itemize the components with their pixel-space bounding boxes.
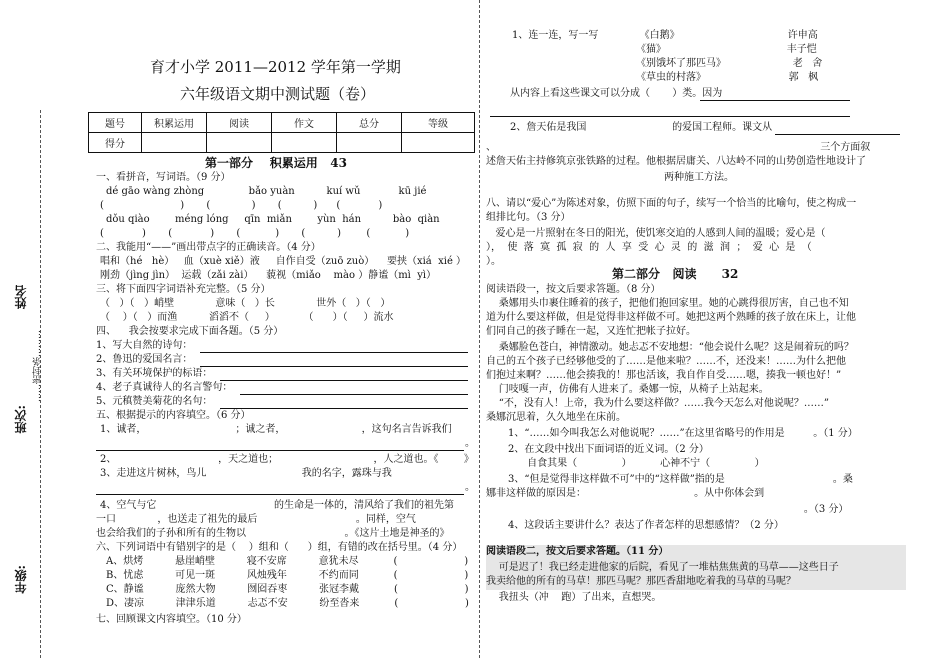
score-blank[interactable]: [142, 133, 207, 153]
class-label: 班次:: [14, 405, 28, 434]
answer-line[interactable]: [490, 116, 850, 117]
score-table: [88, 112, 475, 153]
question-text: 。（3 分）: [486, 504, 849, 515]
answer-line[interactable]: [700, 100, 850, 101]
question-text: 一、看拼音，写词语。（9 分）: [96, 172, 231, 183]
passage-text: 桑娜沉思着，久久地坐在床前。: [486, 412, 626, 423]
part2-heading: 第二部分 阅读 32: [612, 267, 739, 281]
score-header-row: [89, 113, 475, 133]
score-cell: 阅读: [207, 113, 272, 133]
question-text: 组排比句。（3 分）: [486, 212, 571, 223]
question-text: 阅读语段二，按文后要求答题。（11 分）: [486, 546, 669, 557]
question-text: 3、走进这片树林，鸟儿 我的名字，露珠与我: [100, 468, 392, 479]
answer-line[interactable]: [775, 134, 900, 135]
question-text: 2、鲁迅的爱国名言：: [96, 354, 193, 365]
passage-text: 们抱过来啊？……他会揍我的！那也活该，我自作自受……嗯，揍我一顿也好！”: [486, 370, 842, 381]
score-blank[interactable]: [272, 133, 337, 153]
question-text: 。: [465, 438, 475, 449]
question-text: 二、我能用“——”画出带点字的正确读音。（4 分）: [96, 242, 321, 253]
passage-text: 桑娜用头巾裹住睡着的孩子，把他们抱回家里。她的心跳得很厉害，自己也不知: [486, 298, 849, 309]
exam-subtitle: 六年级语文期中测试题（卷）: [180, 85, 376, 103]
question-text: 八、请以“爱心”为陈述对象，仿照下面的句子，续写一个恰当的比喻句，使之构成一: [486, 198, 857, 209]
pinyin-line: dé gāo wàng zhòng bǎo yuàn kuí wǔ kū jié: [106, 186, 427, 197]
question-text: 自食其果（ ） 心神不宁（ ）: [508, 458, 765, 469]
answer-line[interactable]: [240, 394, 468, 395]
question-text: 阅读语段一，按文后要求答题。（8 分）: [486, 284, 661, 295]
question-text: 娜非这样做的原因是： 。从中你体会到: [486, 488, 765, 499]
question-text: 1、“……如今叫我怎么对他说呢？……”在这里省略号的作用是 。（1 分）: [508, 428, 858, 439]
question-text: 2、詹天佑是我国 的爱国工程师。课文从: [510, 122, 773, 133]
question-text: 也会给我们的子孙和所有的生物以 。《这片土地是神圣的》: [96, 528, 450, 539]
answer-line[interactable]: [96, 450, 464, 451]
question-text: 4、空气与它 的生命是一体的，清风给了我们的祖先第: [100, 500, 454, 511]
question-text: 爱心是一片照射在冬日的阳光，使饥寒交迫的人感到人间的温暖；爱心是（: [486, 228, 826, 239]
score-cell: 作文: [272, 113, 337, 133]
question-text: 1、连一连，写一写 《白鹅》 许申高: [512, 30, 818, 41]
question-text: 3、有关环境保护的标语：: [96, 368, 213, 379]
score-blank[interactable]: [207, 133, 272, 153]
question-text: 4、老子真诚待人的名言警句：: [96, 382, 233, 393]
score-cell: 总分: [337, 113, 402, 133]
score-cell: 题号: [89, 113, 142, 133]
name-label: 姓名: [14, 285, 28, 309]
passage-text: “不，没有人！上帝，我为什么要这样做？……我今天怎么对他说呢？……”: [486, 398, 829, 409]
question-text: 从内容上看这些课文可以分成（ ）类。因为: [510, 88, 723, 99]
answer-line[interactable]: [220, 380, 468, 381]
question-text: （ ）（ ）峭壁 意味（ ）长 世外（ ）（ ）: [100, 298, 391, 309]
answer-line[interactable]: [200, 352, 468, 353]
question-text: ）。: [486, 256, 501, 267]
question-text: 4、这段话主要讲什么？表达了作者怎样的思想感情？（2 分）: [508, 520, 784, 531]
question-text: 刚劲（jìng jìn） 运载（zǎi zài） 藐视（miǎo mào ）静谧（mì yì）: [100, 270, 437, 281]
passage-text: 自己的五个孩子已经够他受的了……是他来啦？……不，还没来！……为什么把他: [486, 356, 846, 367]
passage-text: 门吱嘎一声，仿佛有人进来了。桑娜一惊，从椅子上站起来。: [486, 384, 769, 395]
passage-text: 们同自己的孩子睡在一起，又连忙把帐子拉好。: [486, 326, 696, 337]
question-text: 、 三个方面叙: [486, 142, 871, 153]
question-text: 。: [465, 482, 475, 493]
question-text: B、忧虑 可见一斑 风烛残年 不约而同 ( ): [106, 570, 469, 581]
question-text: ）， 使 落 寞 孤 寂 的 人 享 受 心 灵 的 滋 润 ； 爱 心 是 （: [486, 242, 812, 253]
seal-label: ……密封条………: [33, 330, 43, 402]
question-text: 五、根据提示的内容填空。（6 分）: [96, 410, 251, 421]
question-text: 三、将下面四字词语补充完整。（5 分）: [96, 284, 271, 295]
question-text: 述詹天佑主持修筑京张铁路的过程。他根据居庸关、八达岭不同的山势创造性地设计了: [486, 156, 866, 167]
answer-line[interactable]: [200, 366, 468, 367]
question-text: 《别饿坏了那匹马》 老 舍: [512, 58, 823, 69]
page-divider: [479, 0, 480, 658]
question-text: 2、 ，天之道也； ，人之道也。《 》: [100, 454, 474, 465]
score-cell: 积累运用: [142, 113, 207, 133]
question-text: 一口 ，也送走了祖先的最后 。同样，空气: [96, 514, 416, 525]
score-value-row: [89, 133, 475, 153]
pinyin-line: dǒu qiào méng lóng qīn miǎn yùn hán bào qiàn: [106, 214, 440, 225]
question-text: 四、 我会按要求完成下面各题。（5 分）: [96, 326, 284, 337]
question-text: 2、在文段中找出下面词语的近义词。（2 分）: [508, 444, 709, 455]
passage-text: 桑娜脸色苍白，神情激动。她忐忑不安地想：“他会说什么呢？这是闹着玩的吗？: [486, 342, 854, 353]
score-blank[interactable]: [337, 133, 402, 153]
score-cell: 等级: [402, 113, 475, 133]
answer-blanks[interactable]: ( ) ( ) ( ) ( ): [100, 200, 383, 211]
question-text: 3、“但是觉得非这样做不可”中的“这样做”指的是 。桑: [508, 474, 853, 485]
question-text: 5、元稹赞美菊花的名句：: [96, 396, 213, 407]
question-text: 《猫》 丰子恺: [512, 44, 817, 55]
question-text: A、烘烤 悬崖峭壁 寝不安席 意犹未尽 ( ): [106, 556, 469, 567]
question-text: 六、下列词语中有错别字的是（ ）组和（ ）组，有错的改在括号里。（4 分）: [96, 542, 463, 553]
passage-text: 可是迟了！我已经走进他家的后院，看见了一堆枯焦焦黄的马草——这些日子: [486, 562, 839, 573]
answer-line[interactable]: [96, 494, 464, 495]
grade-label: 年级:: [14, 565, 28, 594]
question-text: C、静谧 庞然大物 囫囵吞枣 张冠李戴 ( ): [106, 584, 469, 595]
question-text: D、凄凉 津津乐道 忐忑不安 纷至沓来 ( ): [106, 598, 469, 609]
answer-blanks[interactable]: ( ) ( ) ( ) ( ) ( ): [100, 228, 410, 239]
question-text: 七、回顾课文内容填空。（10 分）: [96, 614, 247, 625]
answer-line[interactable]: [220, 408, 468, 409]
passage-text: 道为什么要这样做，但是觉得非这样做不可。她把这两个熟睡的孩子放在床上，让他: [486, 312, 856, 323]
score-blank[interactable]: [402, 133, 475, 153]
question-text: 《草虫的村落》 郭 枫: [512, 72, 819, 83]
question-text: 1、写大自然的诗句：: [96, 340, 193, 351]
passage-text: 我扭头（冲 跑）了出来，直想哭。: [486, 592, 662, 603]
part1-heading: 第一部分 积累运用 43: [205, 156, 347, 170]
question-text: （ ）（ ）而渔 滔滔不（ ） （ ）（ ）流水: [100, 312, 394, 323]
question-text: 唱和（hé hè） 血（xuè xiě）液 自作自受（zuō zuò） 要挟（xiá xié ）: [100, 256, 467, 267]
question-text: 1、诚者， ；诚之者， ，这句名言告诉我们: [100, 424, 452, 435]
score-cell: 得分: [89, 133, 142, 153]
passage-text: 我卖给他的所有的马草！那匹马呢？那匹香甜地吃着我的马草的马呢？: [486, 576, 796, 587]
exam-school-title: 育才小学 2011—2012 学年第一学期: [150, 58, 401, 76]
question-text: 两种施工方法。: [486, 172, 735, 183]
